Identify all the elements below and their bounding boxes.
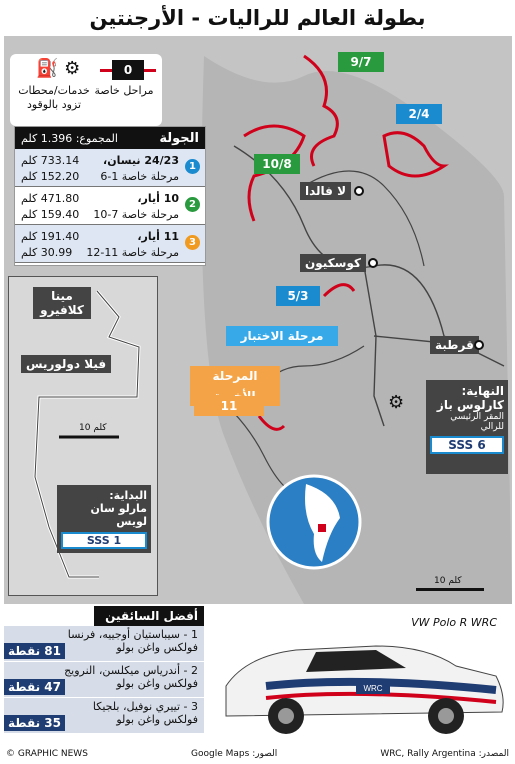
driver-name: 2 - أندرياس ميكلسن، النرويج [64, 664, 198, 677]
scale-inset: 10 كلم [79, 423, 107, 433]
town-mina: مينا كلافيرو [33, 287, 91, 319]
town-dot [368, 258, 378, 268]
copyright: © GRAPHIC NEWS [6, 749, 88, 759]
top-drivers [4, 606, 204, 744]
town-dot [354, 186, 364, 196]
image-credit: الصور: Google Maps [191, 749, 278, 759]
route-km: 191.40 كلم [21, 230, 80, 243]
legend [10, 54, 162, 126]
route-info-head [15, 127, 205, 149]
route-day-number: 2 [185, 197, 200, 212]
route-km-stage: 30.99 كلم [21, 246, 73, 259]
town-cordoba: قرطبة [430, 336, 479, 354]
town-la-falda: لا فالدا [300, 182, 351, 200]
car-badge: WRC [363, 684, 383, 693]
driver-row [4, 626, 204, 662]
route-row [15, 187, 205, 225]
legend-stage-label: مراحل خاصة [94, 84, 154, 97]
route-stages: مرحلة خاصة 7-10 [93, 208, 179, 221]
finish-sss: SSS 6 [430, 436, 504, 454]
drivers-heading: أفضل السائقين [94, 606, 204, 626]
legend-stage-box: 0 [112, 60, 144, 80]
stage-label-9-7: 9/7 [338, 52, 384, 72]
gear-icon: ⚙ [388, 392, 405, 413]
town-cosquin: كوسكيون [300, 254, 366, 272]
finish-sub: المقر الرئيسي للرالي [450, 412, 504, 432]
footer [0, 744, 515, 764]
route-km-stage: 159.40 كلم [21, 208, 80, 221]
route-km: 733.14 كلم [21, 154, 80, 167]
driver-name: 3 - تييري نوفيل، بلجيكا [92, 700, 198, 713]
route-day-number: 1 [185, 159, 200, 174]
route-date: 10 أيار، [137, 192, 179, 205]
driver-car: فولكس واغن بولو [116, 677, 198, 690]
route-km: 471.80 كلم [21, 192, 80, 205]
car-name: VW Polo R WRC [411, 616, 497, 629]
source-credit: المصدر: WRC, Rally Argentina [380, 749, 509, 759]
driver-name: 1 - سيباستيان أوجييه، فرنسا [67, 628, 198, 641]
page-title: بطولة العالم للراليات - الأرجنتين [89, 6, 426, 30]
inset-map[interactable] [8, 276, 158, 596]
start-box [57, 485, 151, 553]
stage-label-11: 11 [194, 396, 264, 416]
legend-service-label: خدمات/محطات تزود بالوقود [18, 84, 90, 111]
stage-label-last: المرحلة [190, 366, 280, 406]
finish-name: كارلوس باز [436, 398, 504, 412]
globe-inset [266, 474, 362, 570]
driver-row [4, 698, 204, 734]
legend-icons [36, 58, 80, 79]
stage-label-5-3: 5/3 [276, 286, 320, 306]
car-illustration [206, 616, 512, 742]
route-km-stage: 152.20 كلم [21, 170, 80, 183]
route-date: 11 أيار، [137, 230, 179, 243]
driver-car: فولكس واغن بولو [116, 641, 198, 654]
route-total: المجموع: 1.396 كلم [21, 131, 118, 145]
driver-row [4, 662, 204, 698]
stage-label-2-4: 2/4 [396, 104, 442, 124]
scale-bar [416, 588, 484, 591]
town-villa: فيلا دولوريس [21, 355, 111, 373]
route-row [15, 149, 205, 187]
route-info-table [14, 126, 206, 266]
route-stages: مرحلة خاصة 11-12 [86, 246, 179, 259]
route-stages: مرحلة خاصة 1-6 [100, 170, 179, 183]
stage-label-10-8: 10/8 [254, 154, 300, 174]
finish-box [426, 380, 508, 474]
route-day-number: 3 [185, 235, 200, 250]
finish-label: النهاية: [461, 384, 504, 398]
driver-points: 81 نقطة [4, 643, 65, 659]
fuel-pump-icon: ⛽ [36, 58, 59, 79]
driver-points: 47 نقطة [4, 679, 65, 695]
start-name: مارلو سان لويس [90, 502, 147, 528]
stage-label-power: مرحلة الاختبار [226, 326, 338, 346]
route-heading: الجولة [159, 130, 199, 146]
driver-car: فولكس واغن بولو [116, 713, 198, 726]
start-sss: SSS 1 [61, 532, 147, 549]
route-date: 24/23 نيسان، [103, 154, 179, 167]
start-label: البداية: [109, 489, 147, 502]
route-row [15, 225, 205, 263]
scale-main: 10 كلم [434, 576, 462, 586]
gear-icon: ⚙ [64, 58, 81, 79]
driver-points: 35 نقطة [4, 715, 65, 731]
town-dot [474, 340, 484, 350]
